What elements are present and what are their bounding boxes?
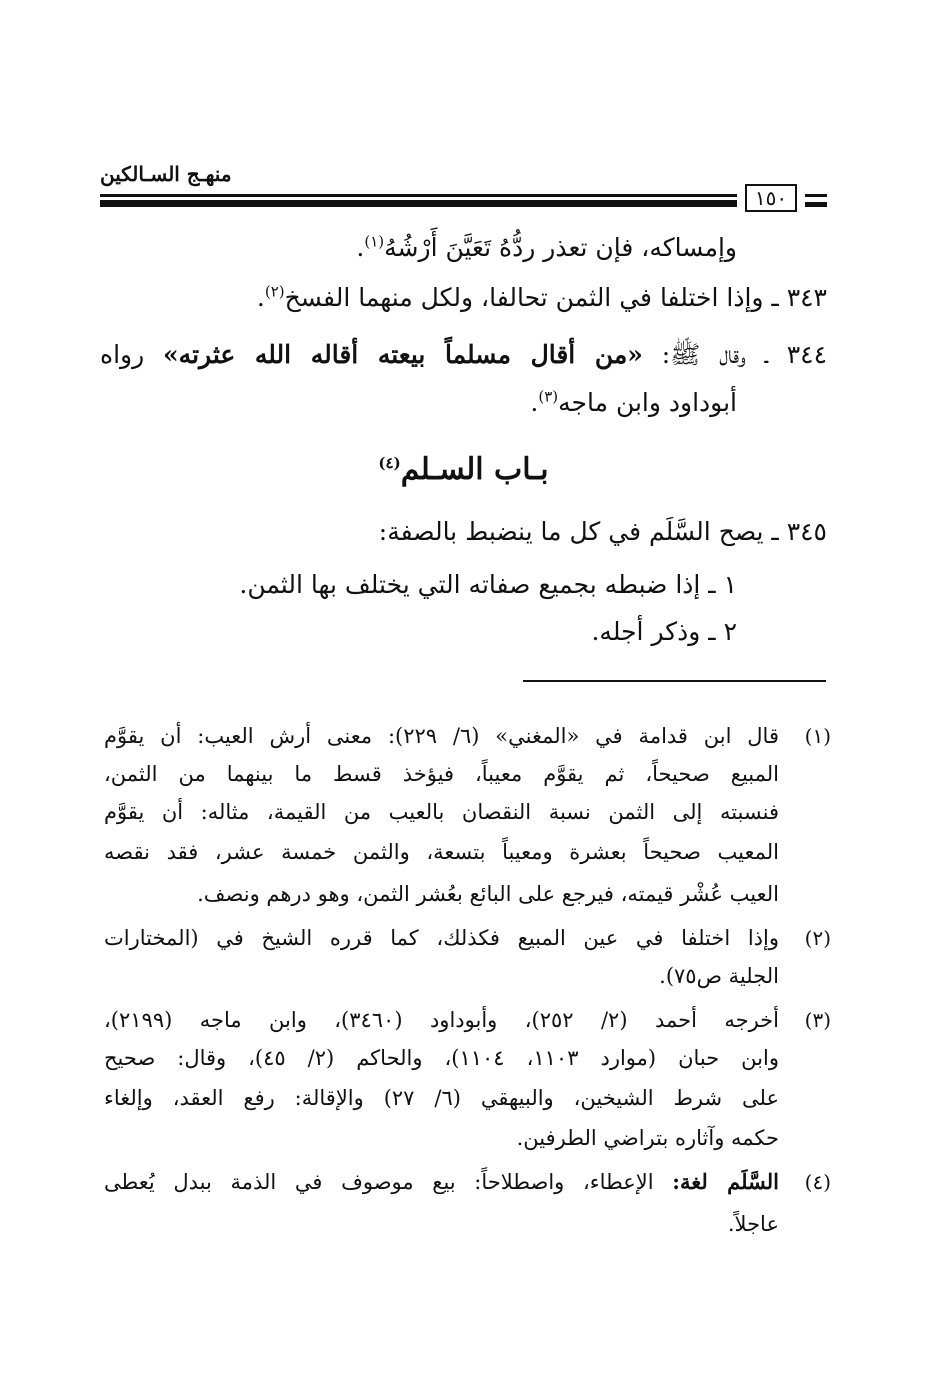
footnote-line: فنسبته إلى الثمن نسبة النقصان بالعيب من القيمة، مثاله: أن يقوَّم [104, 800, 779, 824]
header-rule-right [805, 194, 827, 207]
item-number: ٣٤٤ ـ [764, 340, 828, 369]
footnote-line: وابن حبان (موارد ١١٠٣، ١١٠٤)، والحاكم (٢/ ٤٥)، وقال: صحيح [104, 1046, 779, 1070]
item-number: ٣٤٥ ـ [771, 517, 827, 546]
item-text: وإذا اختلفا في الثمن تحالفا، ولكل منهما الفسخ [284, 283, 764, 312]
footnote-line: أخرجه أحمد (٢/ ٢٥٢)، وأبوداود (٣٤٦٠)، وابن ماجه (٢١٩٩)، [104, 1008, 779, 1032]
text-span: وإمساكه، فإن تعذر ردُّهُ تَعَيَّنَ أَرْشُهُ [384, 233, 737, 262]
footnote-line: قال ابن قدامة في «المغني» (٦/ ٢٢٩): معنى أرش العيب: أن يقوَّم [104, 724, 779, 748]
text-line-continuation [356, 228, 737, 268]
footnote-line: عاجلاً. [727, 1212, 779, 1236]
text-span: . [530, 388, 539, 417]
item-text: رواه [100, 340, 145, 369]
item-343 [257, 278, 827, 318]
footnote-line: العيب عُشْر قيمته، فيرجع على البائع بعُشر الثمن، وهو درهم ونصف. [197, 882, 779, 906]
condition-2: ٢ ـ وذكر أجله. [591, 617, 737, 646]
footnote-marker: (٤) [804, 1170, 831, 1194]
text-span: . [356, 233, 365, 262]
footnote-line: وإذا اختلفا في عين المبيع فكذلك، كما قرره الشيخ في (المختارات [104, 926, 779, 950]
footnote-line: حكمه وآثاره بتراضي الطرفين. [516, 1126, 779, 1150]
footnote-line-text: الإعطاء، واصطلاحاً: بيع موصوف في الذمة ببدل يُعطى [104, 1170, 654, 1194]
item-text: يصح السَّلَم في كل ما ينضبط بالصفة: [378, 517, 764, 546]
text-span: أبوداود وابن ماجه [558, 388, 737, 417]
section-title [100, 452, 827, 487]
footnote-ref: (٢) [264, 282, 285, 301]
condition-1: ١ ـ إذا ضبطه بجميع صفاته التي يختلف بها الثمن. [239, 570, 737, 599]
page-number: ١٥٠ [745, 184, 797, 212]
footnote-marker: (١) [804, 724, 831, 748]
footnote-marker: (٢) [804, 926, 831, 950]
header-rule-thin [100, 194, 737, 197]
text-span: . [256, 283, 265, 312]
footnote-line [104, 1166, 779, 1198]
item-intro: وقال ﷺ: [661, 340, 746, 369]
footnote-term: السَّلَم لغة: [672, 1169, 779, 1194]
page-header [100, 150, 827, 220]
footnote-line: المعيب صحيحاً بعشرة ومعيباً بتسعة، والثمن خمسة عشر، فقد نقصه [104, 840, 779, 864]
item-number: ٣٤٣ ـ [771, 283, 827, 312]
footnote-ref: (١) [364, 232, 385, 251]
item-344 [100, 335, 827, 375]
header-rule-thick [100, 200, 737, 207]
footnote-ref: (٣) [538, 387, 559, 406]
footnote-separator [523, 680, 826, 682]
section-title-text: بـاب السـلم [400, 452, 549, 487]
footnote-marker: (٣) [804, 1008, 831, 1032]
item-344-line2 [530, 383, 737, 423]
footnote-line: المبيع صحيحاً، ثم يقوَّم معيباً، فيؤخذ قسط ما بينهما من الثمن، [104, 762, 779, 786]
footnote-line: على شرط الشيخين، والبيهقي (٦/ ٢٧) والإقالة: رفع العقد، وإلغاء [104, 1086, 779, 1110]
hadith-quote: «من أقال مسلماً بيعته أقاله الله عثرته» [163, 340, 643, 369]
footnote-ref: (٤) [378, 454, 401, 472]
footnote-line: الجلية ص٧٥). [659, 964, 779, 988]
item-345 [379, 512, 827, 552]
book-title: منهـج السـالكين [100, 162, 232, 186]
